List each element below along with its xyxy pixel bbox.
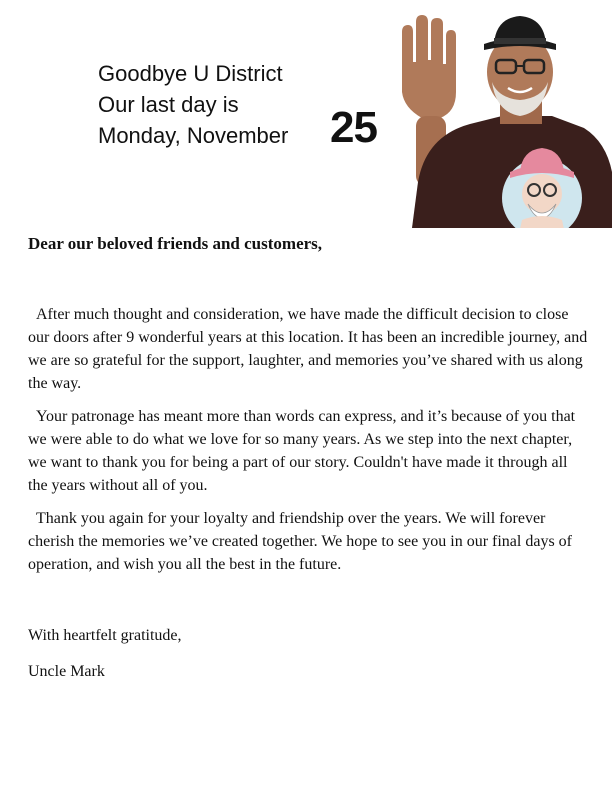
letter-paragraph-2: Your patronage has meant more than words can express, and it’s because of you that we were able to do what we love for so many years. As we step into the next chapter, we want to thank you for being a part of our story. Couldn't have made it through all the years without all of you. bbox=[28, 408, 576, 494]
letter-closing: With heartfelt gratitude, bbox=[28, 627, 182, 644]
headline-line-3: Monday, November bbox=[98, 123, 289, 148]
letter-paragraph-1: After much thought and consideration, we have made the difficult decision to close our doors after 9 wonderful years at this location. It has been an incredible journey, and we are so grateful for the support, laughter, and memories you’ve shared with us along the way. bbox=[28, 306, 588, 392]
closing-day-number: 25 bbox=[330, 103, 377, 152]
announcement-headline bbox=[98, 58, 288, 151]
letter-salutation: Dear our beloved friends and customers, bbox=[28, 234, 323, 253]
letter-body bbox=[28, 303, 588, 586]
headline-line-2: Our last day is bbox=[98, 92, 239, 117]
letter-paragraph-3: Thank you again for your loyalty and friendship over the years. We will forever cherish the memories we’ve created together. We hope to see you in our final days of operation, and wish you all the best in the future. bbox=[28, 510, 573, 573]
letter-signature: Uncle Mark bbox=[28, 663, 105, 680]
headline-line-1: Goodbye U District bbox=[98, 61, 283, 86]
waving-man-photo-icon bbox=[392, 12, 612, 228]
